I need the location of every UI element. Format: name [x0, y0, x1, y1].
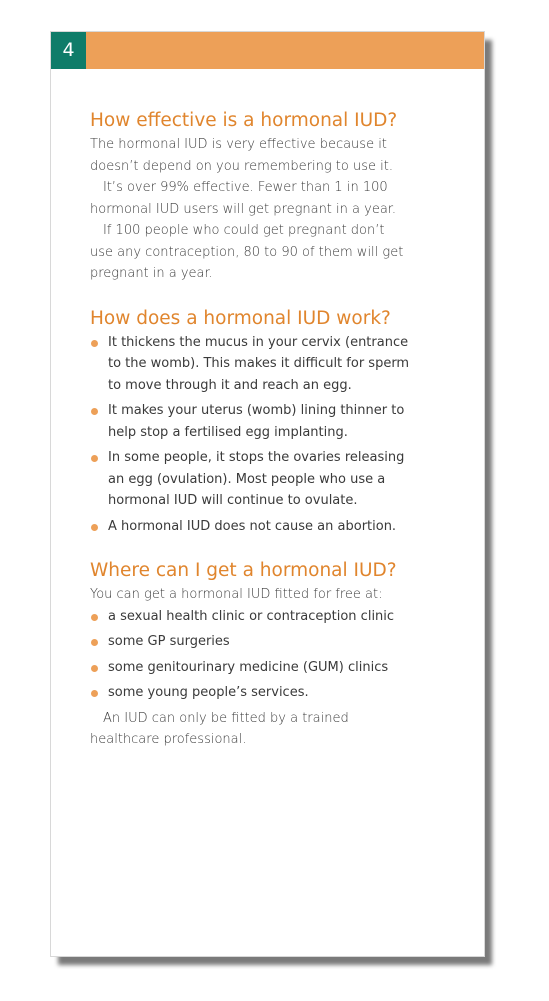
bullet-list	[90, 606, 410, 704]
section-how-it-works	[90, 306, 410, 538]
bullet-dot-icon	[91, 690, 98, 697]
text-line: pregnant in a year.	[90, 266, 213, 281]
paragraph	[90, 177, 410, 220]
text-line: help stop a fertilised egg implanting.	[108, 424, 348, 440]
closing-paragraph	[90, 708, 410, 751]
text-line: It thickens the mucus in your cervix (entrance	[108, 334, 409, 350]
list-item	[90, 606, 410, 628]
list-item	[90, 682, 410, 704]
intro-text: You can get a hormonal IUD fitted for free at:	[90, 587, 383, 602]
section-heading: How does a hormonal IUD work?	[90, 307, 391, 329]
paragraph	[90, 220, 410, 285]
text-line: an egg (ovulation). Most people who use a	[108, 471, 386, 487]
section-heading: How effective is a hormonal IUD?	[90, 110, 398, 131]
text-line: healthcare professional.	[90, 732, 247, 747]
section-heading: Where can I get a hormonal IUD?	[90, 560, 397, 581]
bullet-dot-icon	[91, 340, 98, 347]
list-item	[90, 447, 410, 512]
bullet-dot-icon	[91, 455, 98, 462]
section-effectiveness	[90, 108, 410, 285]
page-content	[90, 108, 410, 772]
text-line: doesn’t depend on you remembering to use it.	[90, 158, 393, 174]
text-line: It makes your uterus (womb) lining thinner to	[108, 403, 405, 418]
text-line: The hormonal IUD is very effective because it	[90, 137, 387, 152]
text-line: a sexual health clinic or contraception clinic	[108, 608, 395, 624]
list-item	[90, 657, 410, 679]
text-line: If 100 people who could get pregnant don’t	[103, 223, 385, 238]
text-line: In some people, it stops the ovaries releasing	[108, 450, 405, 465]
list-item	[90, 332, 410, 397]
text-line: It’s over 99% effective. Fewer than 1 in 100	[103, 180, 388, 195]
text-line: use any contraception, 80 to 90 of them will get	[90, 244, 404, 260]
paragraph	[90, 134, 410, 177]
text-line: An IUD can only be fitted by a trained	[103, 710, 349, 726]
header-bar	[51, 32, 484, 69]
text-line: some genitourinary medicine (GUM) clinics	[108, 659, 389, 675]
bullet-dot-icon	[91, 408, 98, 415]
text-line: to the womb). This makes it difficult for sperm	[108, 356, 410, 371]
list-item	[90, 516, 410, 538]
text-line: to move through it and reach an egg.	[108, 377, 352, 393]
bullet-dot-icon	[91, 614, 98, 621]
text-line: some young people’s services.	[108, 685, 309, 700]
list-item	[90, 631, 410, 653]
text-line: A hormonal IUD does not cause an abortion.	[108, 518, 397, 534]
bullet-list	[90, 332, 410, 538]
text-line: hormonal IUD users will get pregnant in a year.	[90, 201, 397, 217]
text-line: some GP surgeries	[108, 634, 230, 649]
page-number: 4	[51, 32, 86, 69]
section-where-to-get	[90, 558, 410, 751]
list-item	[90, 400, 410, 443]
bullet-dot-icon	[91, 524, 98, 531]
bullet-dot-icon	[91, 639, 98, 646]
text-line: hormonal IUD will continue to ovulate.	[108, 493, 358, 508]
leaflet-page	[50, 31, 485, 957]
bullet-dot-icon	[91, 665, 98, 672]
